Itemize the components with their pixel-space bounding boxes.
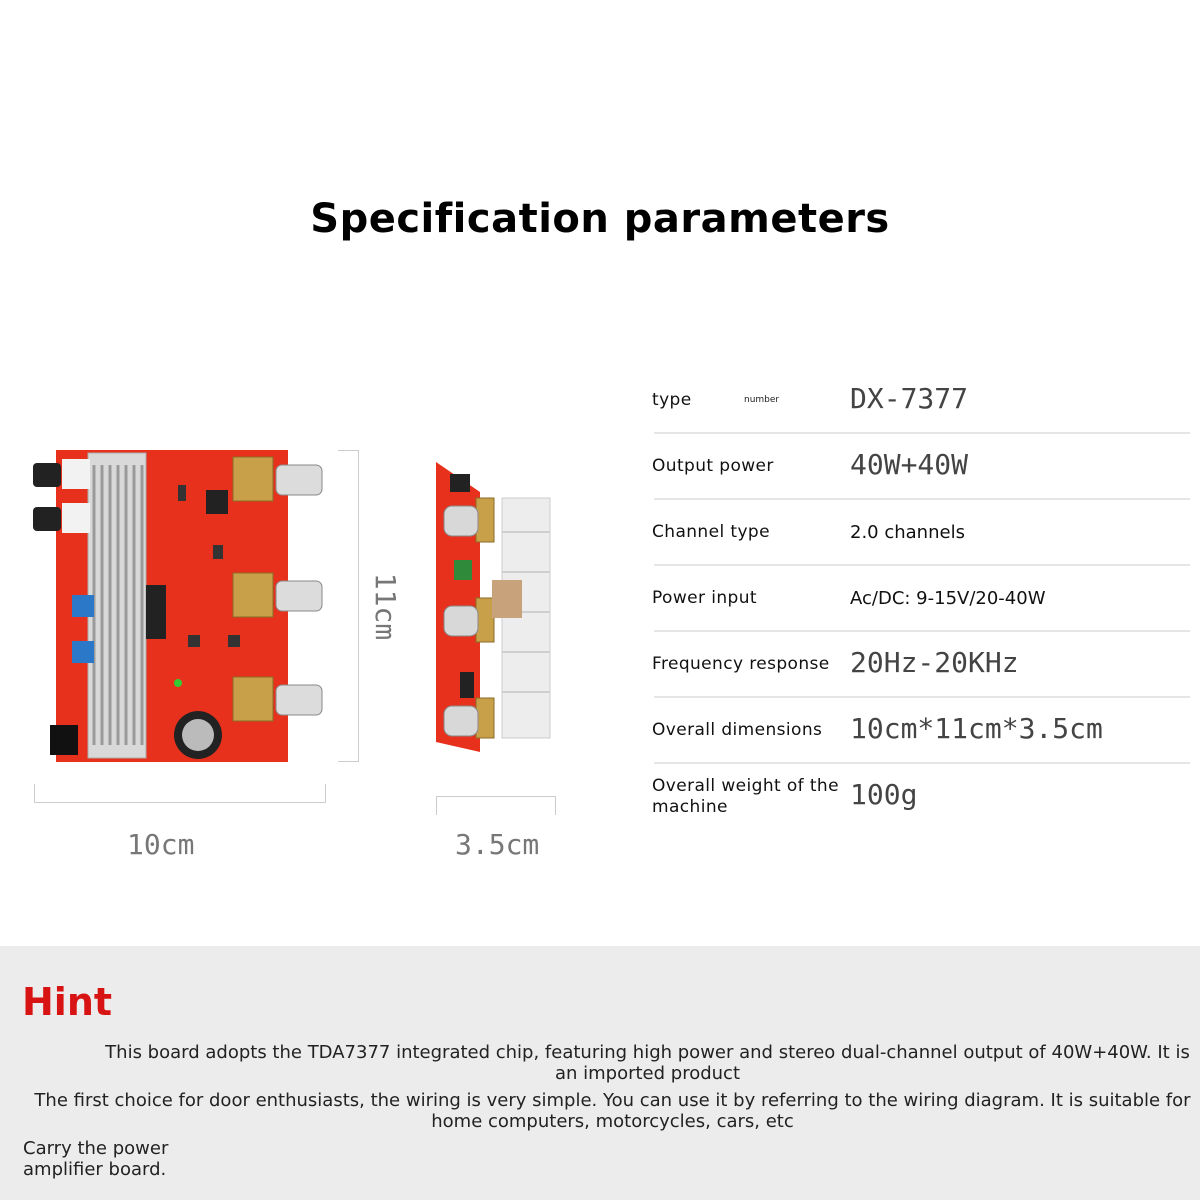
spec-label: Channel type bbox=[652, 522, 770, 542]
depth-dimension-bracket bbox=[436, 796, 556, 815]
width-dimension-bracket bbox=[34, 784, 326, 803]
hint-title: Hint bbox=[22, 980, 113, 1024]
width-dimension-label: 10cm bbox=[127, 828, 195, 861]
spec-label: Frequency response bbox=[652, 654, 830, 674]
spec-row-output-power bbox=[654, 434, 1190, 500]
spec-label: Power input bbox=[652, 588, 757, 608]
height-dimension-bracket bbox=[338, 450, 359, 762]
spec-label: type bbox=[652, 390, 692, 410]
spec-value: 20Hz-20KHz bbox=[850, 646, 1019, 679]
spec-value: 10cm*11cm*3.5cm bbox=[850, 712, 1103, 745]
spec-value: 40W+40W bbox=[850, 448, 969, 481]
spec-value: Ac/DC: 9-15V/20-40W bbox=[850, 588, 1046, 609]
spec-table bbox=[640, 368, 1190, 844]
spec-row-overall-weight bbox=[654, 764, 1190, 844]
spec-value: DX-7377 bbox=[850, 382, 969, 415]
amplifier-board-side-image bbox=[432, 462, 557, 752]
hint-paragraph: The first choice for door enthusiasts, the wiring is very simple. You can use it by referring to the wiring diagram. It is suitable for home computers, motorcycles, cars, etc bbox=[34, 1090, 1191, 1132]
spec-value: 100g bbox=[850, 778, 918, 811]
spec-label: Output power bbox=[652, 456, 774, 476]
spec-row-channel-type bbox=[654, 500, 1190, 566]
hint-paragraph: This board adopts the TDA7377 integrated chip, featuring high power and stereo dual-channel output of 40W+40W. It is an imported product bbox=[105, 1042, 1190, 1084]
amplifier-board-front-image bbox=[28, 445, 328, 770]
spec-row-power-input bbox=[654, 566, 1190, 632]
spec-label: Overall dimensions bbox=[652, 720, 823, 740]
spec-row-type bbox=[654, 368, 1190, 434]
spec-row-frequency-response bbox=[654, 632, 1190, 698]
spec-sublabel: number bbox=[744, 395, 780, 405]
hint-paragraph: Carry the power amplifier board. bbox=[23, 1138, 169, 1180]
depth-dimension-label: 3.5cm bbox=[455, 828, 540, 861]
spec-row-overall-dimensions bbox=[654, 698, 1190, 764]
height-dimension-label: 11cm bbox=[369, 572, 403, 641]
page-title: Specification parameters bbox=[310, 196, 890, 242]
spec-value: 2.0 channels bbox=[850, 522, 965, 543]
spec-label: Overall weight of the machine bbox=[652, 776, 839, 817]
